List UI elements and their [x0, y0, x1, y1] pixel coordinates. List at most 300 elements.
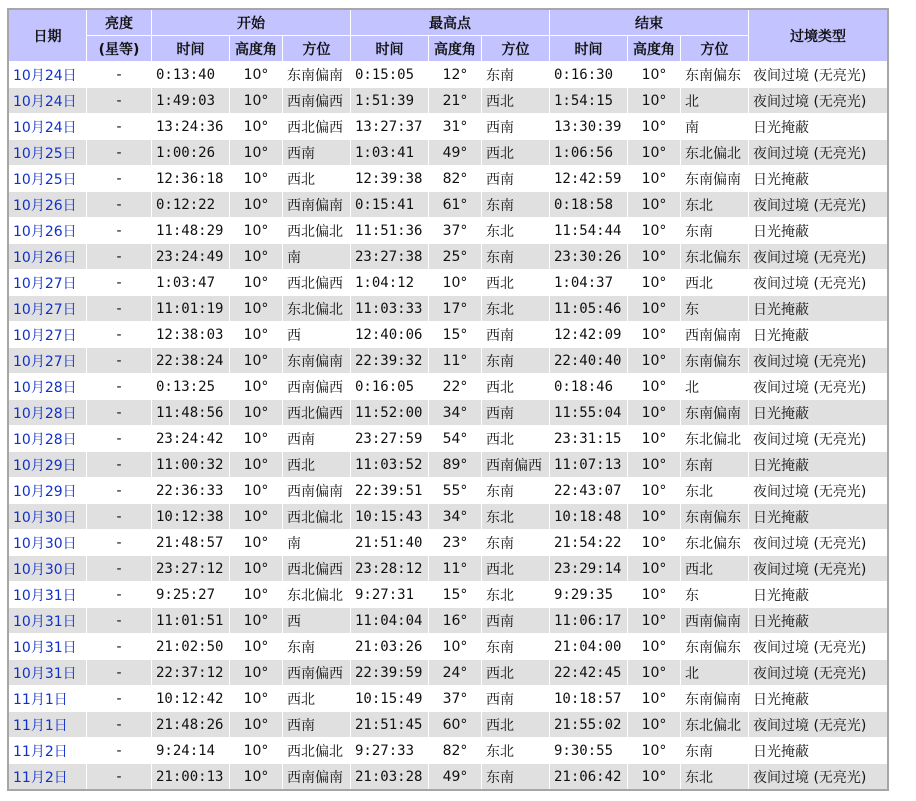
highest-altitude-cell: 16°: [429, 608, 482, 634]
start-altitude-cell: 10°: [230, 738, 283, 764]
end-azimuth-cell: 东南偏东: [681, 62, 749, 88]
satellite-pass-table: [7, 8, 889, 791]
highest-azimuth-cell: 西南偏西: [482, 452, 550, 478]
start-time-cell: 1:03:47: [152, 270, 230, 296]
pass-type-cell: 日光掩蔽: [749, 738, 889, 764]
start-altitude-cell: 10°: [230, 62, 283, 88]
pass-type-cell: 夜间过境 (无亮光): [749, 192, 889, 218]
header-start: 开始: [152, 9, 351, 36]
pass-date-link[interactable]: 10月28日: [8, 374, 87, 400]
magnitude-cell: -: [87, 556, 152, 582]
header-highest-altitude: 高度角: [429, 36, 482, 62]
start-azimuth-cell: 南: [283, 244, 351, 270]
table-row: [8, 556, 888, 582]
end-azimuth-cell: 西南偏南: [681, 608, 749, 634]
highest-time-cell: 22:39:51: [351, 478, 429, 504]
end-altitude-cell: 10°: [628, 374, 681, 400]
magnitude-cell: -: [87, 738, 152, 764]
highest-azimuth-cell: 东北: [482, 738, 550, 764]
highest-time-cell: 1:51:39: [351, 88, 429, 114]
highest-azimuth-cell: 西北: [482, 556, 550, 582]
end-altitude-cell: 10°: [628, 556, 681, 582]
end-altitude-cell: 10°: [628, 478, 681, 504]
highest-time-cell: 0:15:05: [351, 62, 429, 88]
magnitude-cell: -: [87, 712, 152, 738]
start-altitude-cell: 10°: [230, 478, 283, 504]
table-row: [8, 296, 888, 322]
end-time-cell: 21:04:00: [550, 634, 628, 660]
end-azimuth-cell: 东南偏东: [681, 634, 749, 660]
table-row: [8, 140, 888, 166]
table-row: [8, 166, 888, 192]
end-azimuth-cell: 北: [681, 660, 749, 686]
start-azimuth-cell: 西南: [283, 426, 351, 452]
start-azimuth-cell: 西北偏北: [283, 218, 351, 244]
start-time-cell: 12:36:18: [152, 166, 230, 192]
end-azimuth-cell: 北: [681, 374, 749, 400]
table-row: [8, 400, 888, 426]
highest-altitude-cell: 15°: [429, 582, 482, 608]
pass-type-cell: 夜间过境 (无亮光): [749, 270, 889, 296]
start-azimuth-cell: 西北偏西: [283, 400, 351, 426]
pass-type-cell: 夜间过境 (无亮光): [749, 244, 889, 270]
highest-azimuth-cell: 东北: [482, 218, 550, 244]
start-time-cell: 23:27:12: [152, 556, 230, 582]
start-altitude-cell: 10°: [230, 244, 283, 270]
pass-date-link[interactable]: 10月31日: [8, 634, 87, 660]
magnitude-cell: -: [87, 114, 152, 140]
table-row: [8, 530, 888, 556]
start-altitude-cell: 10°: [230, 374, 283, 400]
highest-time-cell: 23:28:12: [351, 556, 429, 582]
table-row: [8, 192, 888, 218]
start-altitude-cell: 10°: [230, 296, 283, 322]
start-time-cell: 10:12:42: [152, 686, 230, 712]
end-altitude-cell: 10°: [628, 166, 681, 192]
pass-date-link[interactable]: 11月2日: [8, 738, 87, 764]
highest-time-cell: 11:03:52: [351, 452, 429, 478]
start-time-cell: 0:12:22: [152, 192, 230, 218]
pass-date-link[interactable]: 10月25日: [8, 140, 87, 166]
highest-altitude-cell: 15°: [429, 322, 482, 348]
end-time-cell: 23:29:14: [550, 556, 628, 582]
pass-date-link[interactable]: 10月24日: [8, 114, 87, 140]
highest-altitude-cell: 12°: [429, 62, 482, 88]
magnitude-cell: -: [87, 686, 152, 712]
table-row: [8, 660, 888, 686]
highest-time-cell: 23:27:59: [351, 426, 429, 452]
end-time-cell: 10:18:57: [550, 686, 628, 712]
highest-time-cell: 21:03:26: [351, 634, 429, 660]
magnitude-cell: -: [87, 218, 152, 244]
magnitude-cell: -: [87, 62, 152, 88]
start-time-cell: 21:48:57: [152, 530, 230, 556]
start-time-cell: 0:13:40: [152, 62, 230, 88]
start-azimuth-cell: 西北偏西: [283, 114, 351, 140]
end-time-cell: 1:54:15: [550, 88, 628, 114]
highest-time-cell: 0:16:05: [351, 374, 429, 400]
highest-azimuth-cell: 东南: [482, 62, 550, 88]
start-time-cell: 11:48:29: [152, 218, 230, 244]
pass-date-link[interactable]: 10月26日: [8, 244, 87, 270]
end-altitude-cell: 10°: [628, 192, 681, 218]
pass-date-link[interactable]: 10月27日: [8, 322, 87, 348]
end-azimuth-cell: 北: [681, 88, 749, 114]
highest-azimuth-cell: 西南: [482, 400, 550, 426]
highest-time-cell: 21:03:28: [351, 764, 429, 791]
magnitude-cell: -: [87, 244, 152, 270]
end-time-cell: 21:54:22: [550, 530, 628, 556]
pass-type-cell: 夜间过境 (无亮光): [749, 62, 889, 88]
header-pass-type: 过境类型: [749, 9, 889, 62]
highest-altitude-cell: 82°: [429, 166, 482, 192]
pass-table-body: [8, 62, 888, 791]
table-row: [8, 738, 888, 764]
pass-date-link[interactable]: 10月27日: [8, 296, 87, 322]
magnitude-cell: -: [87, 88, 152, 114]
start-azimuth-cell: 西南: [283, 140, 351, 166]
highest-azimuth-cell: 西北: [482, 712, 550, 738]
end-altitude-cell: 10°: [628, 764, 681, 791]
start-time-cell: 11:01:19: [152, 296, 230, 322]
highest-altitude-cell: 61°: [429, 192, 482, 218]
end-azimuth-cell: 东: [681, 296, 749, 322]
start-time-cell: 0:13:25: [152, 374, 230, 400]
end-altitude-cell: 10°: [628, 660, 681, 686]
header-highest-azimuth: 方位: [482, 36, 550, 62]
start-azimuth-cell: 东北偏北: [283, 296, 351, 322]
pass-date-link[interactable]: 10月27日: [8, 270, 87, 296]
magnitude-cell: -: [87, 192, 152, 218]
end-time-cell: 9:29:35: [550, 582, 628, 608]
header-start-altitude: 高度角: [230, 36, 283, 62]
table-row: [8, 582, 888, 608]
highest-altitude-cell: 34°: [429, 504, 482, 530]
end-time-cell: 13:30:39: [550, 114, 628, 140]
pass-type-cell: 夜间过境 (无亮光): [749, 556, 889, 582]
end-time-cell: 11:55:04: [550, 400, 628, 426]
start-azimuth-cell: 西南: [283, 712, 351, 738]
table-row: [8, 322, 888, 348]
start-time-cell: 23:24:42: [152, 426, 230, 452]
end-altitude-cell: 10°: [628, 322, 681, 348]
pass-date-link[interactable]: 10月25日: [8, 166, 87, 192]
pass-type-cell: 夜间过境 (无亮光): [749, 478, 889, 504]
table-row: [8, 712, 888, 738]
start-time-cell: 9:24:14: [152, 738, 230, 764]
end-altitude-cell: 10°: [628, 244, 681, 270]
end-azimuth-cell: 东南偏东: [681, 504, 749, 530]
end-altitude-cell: 10°: [628, 296, 681, 322]
table-row: [8, 348, 888, 374]
start-altitude-cell: 10°: [230, 686, 283, 712]
start-azimuth-cell: 西南偏南: [283, 192, 351, 218]
start-altitude-cell: 10°: [230, 452, 283, 478]
highest-altitude-cell: 82°: [429, 738, 482, 764]
end-azimuth-cell: 东北偏东: [681, 530, 749, 556]
highest-azimuth-cell: 西南: [482, 608, 550, 634]
pass-date-link[interactable]: 10月29日: [8, 478, 87, 504]
highest-altitude-cell: 34°: [429, 400, 482, 426]
highest-altitude-cell: 31°: [429, 114, 482, 140]
magnitude-cell: -: [87, 374, 152, 400]
end-time-cell: 21:06:42: [550, 764, 628, 791]
highest-azimuth-cell: 西北: [482, 426, 550, 452]
start-azimuth-cell: 西南偏南: [283, 764, 351, 791]
table-row: [8, 374, 888, 400]
pass-type-cell: 日光掩蔽: [749, 686, 889, 712]
start-altitude-cell: 10°: [230, 556, 283, 582]
start-azimuth-cell: 西北偏西: [283, 270, 351, 296]
end-time-cell: 0:18:46: [550, 374, 628, 400]
end-time-cell: 9:30:55: [550, 738, 628, 764]
end-altitude-cell: 10°: [628, 530, 681, 556]
pass-date-link[interactable]: 10月24日: [8, 62, 87, 88]
pass-date-link[interactable]: 10月28日: [8, 426, 87, 452]
highest-azimuth-cell: 西北: [482, 374, 550, 400]
magnitude-cell: -: [87, 166, 152, 192]
start-altitude-cell: 10°: [230, 192, 283, 218]
table-row: [8, 478, 888, 504]
pass-date-link[interactable]: 10月31日: [8, 608, 87, 634]
start-altitude-cell: 10°: [230, 608, 283, 634]
start-time-cell: 13:24:36: [152, 114, 230, 140]
pass-date-link[interactable]: 10月29日: [8, 452, 87, 478]
pass-date-link[interactable]: 11月2日: [8, 764, 87, 791]
end-altitude-cell: 10°: [628, 608, 681, 634]
end-altitude-cell: 10°: [628, 504, 681, 530]
pass-type-cell: 夜间过境 (无亮光): [749, 88, 889, 114]
header-date: 日期: [8, 9, 87, 62]
highest-time-cell: 21:51:45: [351, 712, 429, 738]
start-azimuth-cell: 西南偏南: [283, 478, 351, 504]
start-altitude-cell: 10°: [230, 270, 283, 296]
highest-altitude-cell: 23°: [429, 530, 482, 556]
magnitude-cell: -: [87, 322, 152, 348]
start-time-cell: 12:38:03: [152, 322, 230, 348]
header-magnitude: 亮度: [87, 9, 152, 36]
pass-date-link[interactable]: 10月27日: [8, 348, 87, 374]
highest-altitude-cell: 24°: [429, 660, 482, 686]
highest-altitude-cell: 10°: [429, 270, 482, 296]
start-altitude-cell: 10°: [230, 660, 283, 686]
end-altitude-cell: 10°: [628, 712, 681, 738]
end-altitude-cell: 10°: [628, 738, 681, 764]
pass-type-cell: 日光掩蔽: [749, 582, 889, 608]
highest-time-cell: 1:03:41: [351, 140, 429, 166]
table-row: [8, 244, 888, 270]
end-time-cell: 22:43:07: [550, 478, 628, 504]
start-azimuth-cell: 东南偏南: [283, 62, 351, 88]
magnitude-cell: -: [87, 270, 152, 296]
start-altitude-cell: 10°: [230, 530, 283, 556]
end-azimuth-cell: 东南偏南: [681, 686, 749, 712]
table-row: [8, 114, 888, 140]
pass-date-link[interactable]: 10月31日: [8, 582, 87, 608]
highest-time-cell: 13:27:37: [351, 114, 429, 140]
pass-type-cell: 夜间过境 (无亮光): [749, 712, 889, 738]
start-altitude-cell: 10°: [230, 322, 283, 348]
end-azimuth-cell: 东北偏北: [681, 140, 749, 166]
pass-date-link[interactable]: 10月28日: [8, 400, 87, 426]
start-time-cell: 11:01:51: [152, 608, 230, 634]
end-time-cell: 11:07:13: [550, 452, 628, 478]
highest-altitude-cell: 55°: [429, 478, 482, 504]
magnitude-cell: -: [87, 608, 152, 634]
highest-time-cell: 21:51:40: [351, 530, 429, 556]
end-altitude-cell: 10°: [628, 400, 681, 426]
pass-date-link[interactable]: 10月31日: [8, 660, 87, 686]
magnitude-cell: -: [87, 764, 152, 791]
highest-azimuth-cell: 东北: [482, 504, 550, 530]
pass-date-link[interactable]: 10月30日: [8, 530, 87, 556]
start-azimuth-cell: 西北偏西: [283, 556, 351, 582]
pass-date-link[interactable]: 11月1日: [8, 712, 87, 738]
header-start-time: 时间: [152, 36, 230, 62]
table-row: [8, 504, 888, 530]
start-altitude-cell: 10°: [230, 166, 283, 192]
start-time-cell: 9:25:27: [152, 582, 230, 608]
end-azimuth-cell: 东南偏南: [681, 166, 749, 192]
start-altitude-cell: 10°: [230, 582, 283, 608]
header-highest-time: 时间: [351, 36, 429, 62]
highest-altitude-cell: 37°: [429, 686, 482, 712]
magnitude-cell: -: [87, 582, 152, 608]
header-end-altitude: 高度角: [628, 36, 681, 62]
magnitude-cell: -: [87, 634, 152, 660]
highest-azimuth-cell: 西北: [482, 660, 550, 686]
start-altitude-cell: 10°: [230, 114, 283, 140]
start-azimuth-cell: 西: [283, 322, 351, 348]
start-azimuth-cell: 东北偏北: [283, 582, 351, 608]
end-altitude-cell: 10°: [628, 348, 681, 374]
pass-type-cell: 日光掩蔽: [749, 608, 889, 634]
end-azimuth-cell: 西南偏南: [681, 322, 749, 348]
start-altitude-cell: 10°: [230, 712, 283, 738]
highest-time-cell: 22:39:59: [351, 660, 429, 686]
start-time-cell: 10:12:38: [152, 504, 230, 530]
end-time-cell: 0:16:30: [550, 62, 628, 88]
magnitude-cell: -: [87, 296, 152, 322]
highest-azimuth-cell: 西南: [482, 686, 550, 712]
end-azimuth-cell: 东南: [681, 452, 749, 478]
highest-altitude-cell: 37°: [429, 218, 482, 244]
end-azimuth-cell: 西北: [681, 556, 749, 582]
pass-date-link[interactable]: 10月30日: [8, 556, 87, 582]
start-time-cell: 21:48:26: [152, 712, 230, 738]
end-altitude-cell: 10°: [628, 634, 681, 660]
end-azimuth-cell: 东北: [681, 764, 749, 791]
end-azimuth-cell: 东北偏北: [681, 712, 749, 738]
pass-type-cell: 日光掩蔽: [749, 114, 889, 140]
highest-azimuth-cell: 西北: [482, 140, 550, 166]
highest-time-cell: 10:15:43: [351, 504, 429, 530]
highest-time-cell: 11:52:00: [351, 400, 429, 426]
highest-altitude-cell: 17°: [429, 296, 482, 322]
start-time-cell: 23:24:49: [152, 244, 230, 270]
pass-type-cell: 日光掩蔽: [749, 452, 889, 478]
table-row: [8, 426, 888, 452]
end-azimuth-cell: 东北: [681, 478, 749, 504]
highest-azimuth-cell: 西南: [482, 166, 550, 192]
start-time-cell: 11:00:32: [152, 452, 230, 478]
table-row: [8, 608, 888, 634]
pass-type-cell: 日光掩蔽: [749, 218, 889, 244]
start-azimuth-cell: 东南偏南: [283, 348, 351, 374]
pass-type-cell: 日光掩蔽: [749, 296, 889, 322]
pass-type-cell: 夜间过境 (无亮光): [749, 530, 889, 556]
pass-date-link[interactable]: 10月30日: [8, 504, 87, 530]
pass-date-link[interactable]: 11月1日: [8, 686, 87, 712]
highest-time-cell: 12:39:38: [351, 166, 429, 192]
start-altitude-cell: 10°: [230, 764, 283, 791]
end-time-cell: 21:55:02: [550, 712, 628, 738]
pass-type-cell: 夜间过境 (无亮光): [749, 426, 889, 452]
highest-azimuth-cell: 东南: [482, 192, 550, 218]
end-time-cell: 0:18:58: [550, 192, 628, 218]
start-altitude-cell: 10°: [230, 400, 283, 426]
highest-altitude-cell: 60°: [429, 712, 482, 738]
pass-date-link[interactable]: 10月26日: [8, 192, 87, 218]
highest-time-cell: 0:15:41: [351, 192, 429, 218]
highest-time-cell: 23:27:38: [351, 244, 429, 270]
start-azimuth-cell: 西北: [283, 452, 351, 478]
end-time-cell: 12:42:09: [550, 322, 628, 348]
start-azimuth-cell: 西北偏北: [283, 738, 351, 764]
end-time-cell: 1:04:37: [550, 270, 628, 296]
start-time-cell: 1:00:26: [152, 140, 230, 166]
end-azimuth-cell: 东南: [681, 738, 749, 764]
pass-type-cell: 夜间过境 (无亮光): [749, 660, 889, 686]
highest-altitude-cell: 22°: [429, 374, 482, 400]
highest-azimuth-cell: 西北: [482, 88, 550, 114]
highest-azimuth-cell: 东南: [482, 244, 550, 270]
end-time-cell: 11:06:17: [550, 608, 628, 634]
header-magnitude-unit: (星等): [87, 36, 152, 62]
start-time-cell: 22:38:24: [152, 348, 230, 374]
magnitude-cell: -: [87, 660, 152, 686]
start-altitude-cell: 10°: [230, 88, 283, 114]
highest-azimuth-cell: 东南: [482, 348, 550, 374]
end-azimuth-cell: 东南偏南: [681, 400, 749, 426]
highest-azimuth-cell: 东南: [482, 530, 550, 556]
start-time-cell: 1:49:03: [152, 88, 230, 114]
end-azimuth-cell: 东南偏东: [681, 348, 749, 374]
highest-altitude-cell: 54°: [429, 426, 482, 452]
header-row-1: [8, 9, 888, 36]
end-azimuth-cell: 东北偏北: [681, 426, 749, 452]
pass-table-container: [7, 8, 889, 791]
end-azimuth-cell: 东: [681, 582, 749, 608]
highest-azimuth-cell: 东南: [482, 634, 550, 660]
header-highest: 最高点: [351, 9, 550, 36]
highest-time-cell: 11:51:36: [351, 218, 429, 244]
end-altitude-cell: 10°: [628, 686, 681, 712]
start-azimuth-cell: 西南偏西: [283, 374, 351, 400]
highest-time-cell: 11:04:04: [351, 608, 429, 634]
table-row: [8, 634, 888, 660]
highest-azimuth-cell: 西南: [482, 114, 550, 140]
magnitude-cell: -: [87, 452, 152, 478]
end-altitude-cell: 10°: [628, 582, 681, 608]
end-altitude-cell: 10°: [628, 452, 681, 478]
end-time-cell: 10:18:48: [550, 504, 628, 530]
magnitude-cell: -: [87, 426, 152, 452]
pass-date-link[interactable]: 10月26日: [8, 218, 87, 244]
header-end-azimuth: 方位: [681, 36, 749, 62]
start-time-cell: 22:36:33: [152, 478, 230, 504]
pass-date-link[interactable]: 10月24日: [8, 88, 87, 114]
